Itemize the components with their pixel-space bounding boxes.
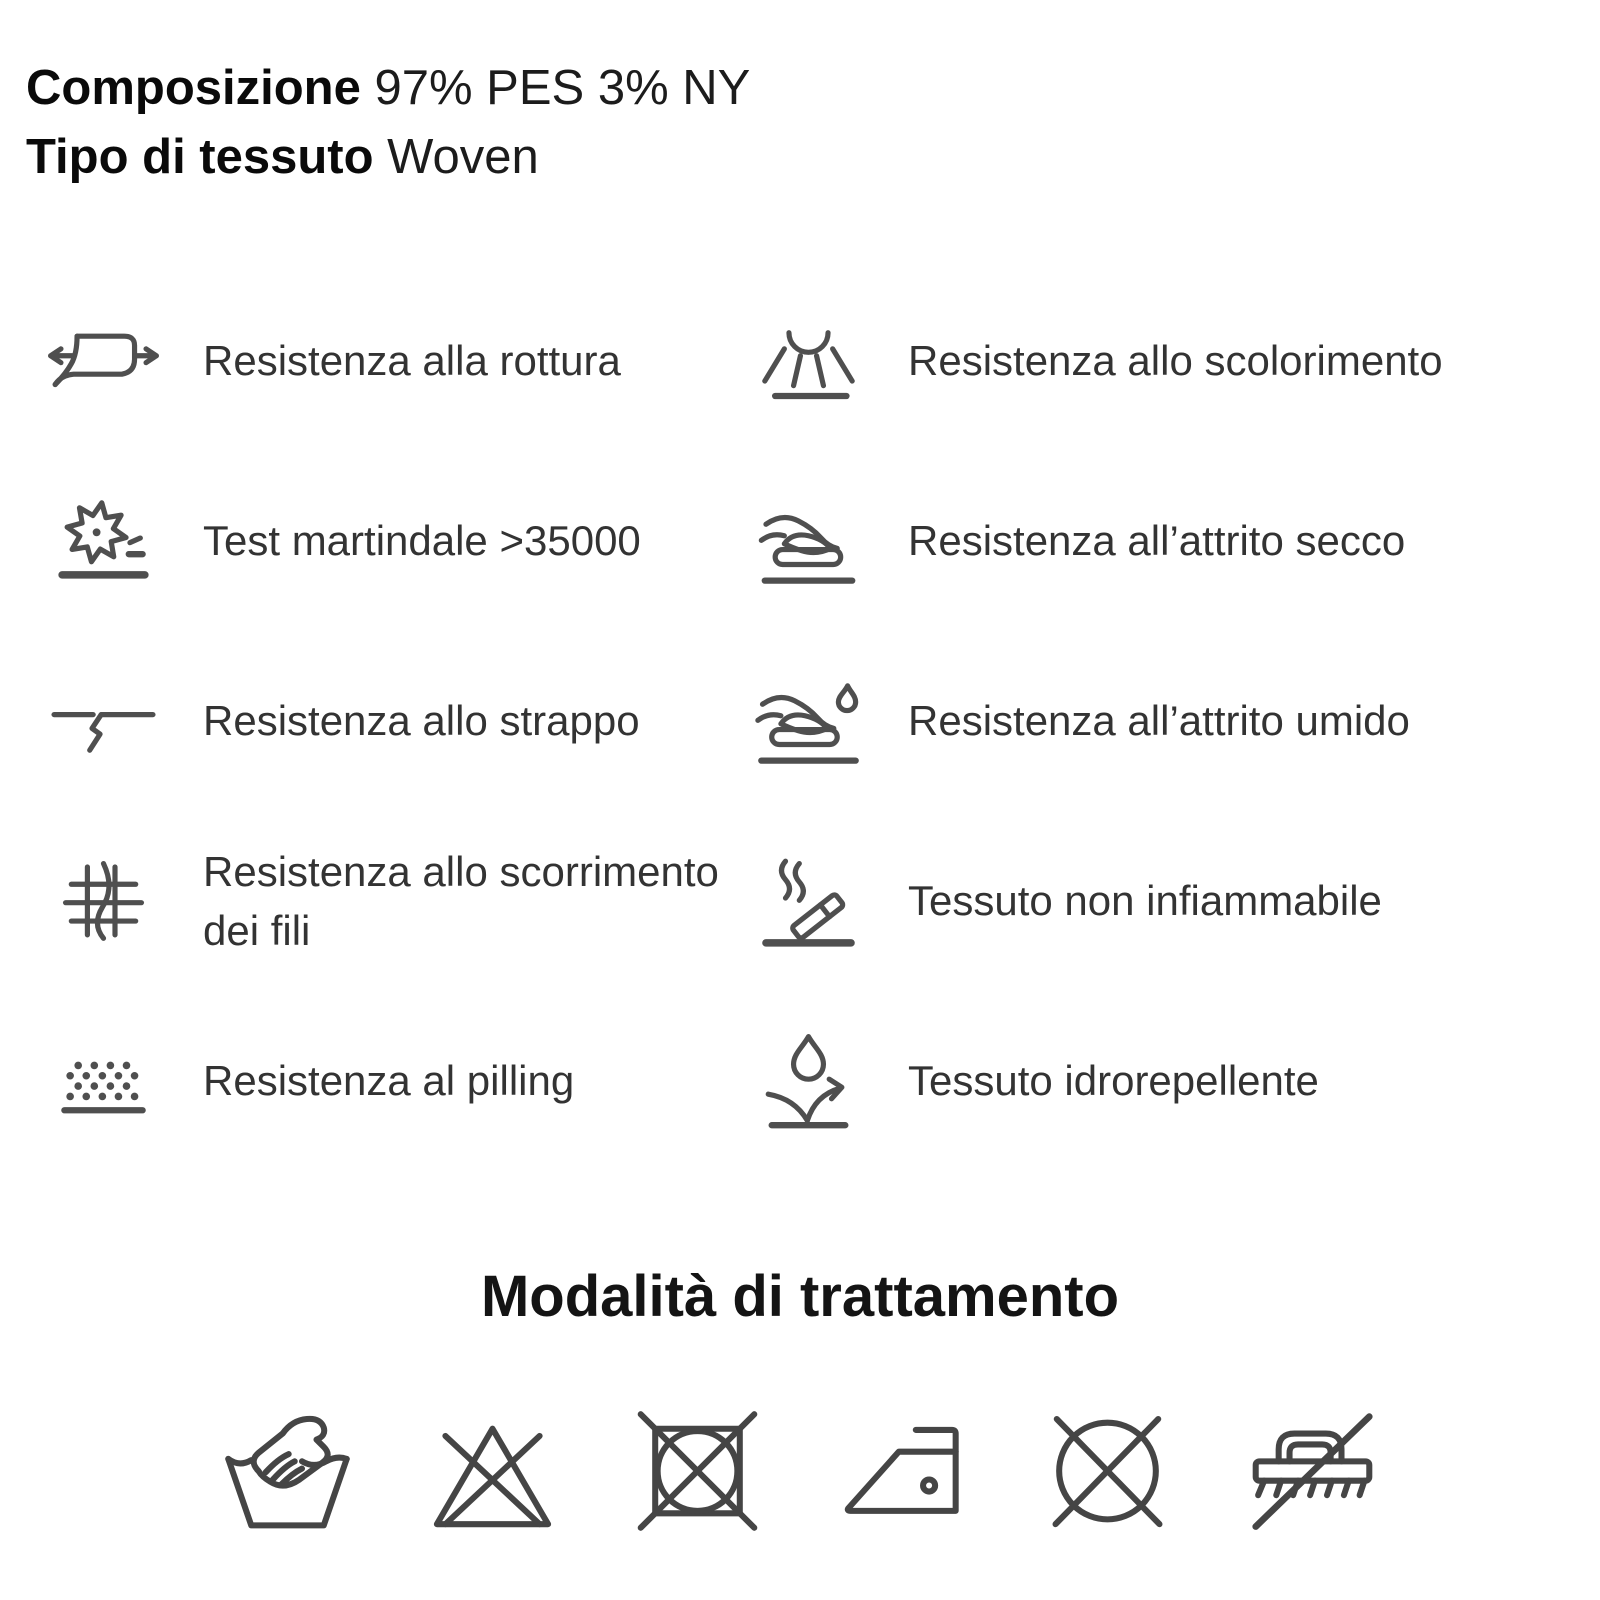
water-repellent-icon [751,1024,866,1139]
feature-label: Resistenza all’attrito umido [908,697,1410,745]
iron-low-temperature-icon [830,1396,975,1546]
feature-label: Resistenza allo scorrimento dei fili [203,847,719,955]
do-not-brush-icon [1240,1396,1385,1546]
do-not-bleach-icon [420,1396,565,1546]
feature-label: Resistenza allo scolorimento [908,337,1443,385]
feature-row [745,991,1600,1171]
feature-row [745,451,1600,631]
wet-rub-icon [751,664,866,779]
feature-label: Resistenza allo strappo [203,697,640,745]
care-symbols-row [0,1396,1600,1546]
feature-grid [0,271,1600,1171]
feature-row [0,631,745,811]
feature-label: Test martindale >35000 [203,517,641,565]
feature-row [0,271,745,451]
feature-row [745,271,1600,451]
tear-resistance-icon [46,664,161,779]
hand-wash-icon [215,1396,360,1546]
feature-row [745,631,1600,811]
feature-label: Resistenza alla rottura [203,337,621,385]
fabric-type-label: Tipo di tessuto [26,129,374,184]
break-resistance-icon [46,304,161,419]
fabric-type-line [26,123,1600,192]
dry-rub-icon [751,484,866,599]
feature-row [0,451,745,631]
do-not-tumble-dry-icon [625,1396,770,1546]
feature-row [745,811,1600,991]
composition-value: 97% PES 3% NY [374,61,751,115]
do-not-dry-clean-icon [1035,1396,1180,1546]
feature-label: Resistenza al pilling [203,1057,575,1105]
non-flammable-icon [751,844,866,959]
care-section-title: Modalità di trattamento [480,1264,1120,1330]
composition-line [26,54,1600,123]
feature-label: Tessuto idrorepellente [908,1057,1319,1105]
feature-label: Tessuto non infiammabile [908,877,1382,925]
feature-label: Resistenza all’attrito secco [908,517,1406,565]
pilling-resistance-icon [46,1024,161,1139]
composition-label: Composizione [26,61,361,115]
martindale-test-icon [46,484,161,599]
feature-row [0,991,745,1171]
header [0,0,1600,191]
seam-slippage-icon [46,844,161,959]
colorfastness-icon [751,304,866,419]
feature-row [0,811,745,991]
fabric-type-value: Woven [387,129,539,184]
